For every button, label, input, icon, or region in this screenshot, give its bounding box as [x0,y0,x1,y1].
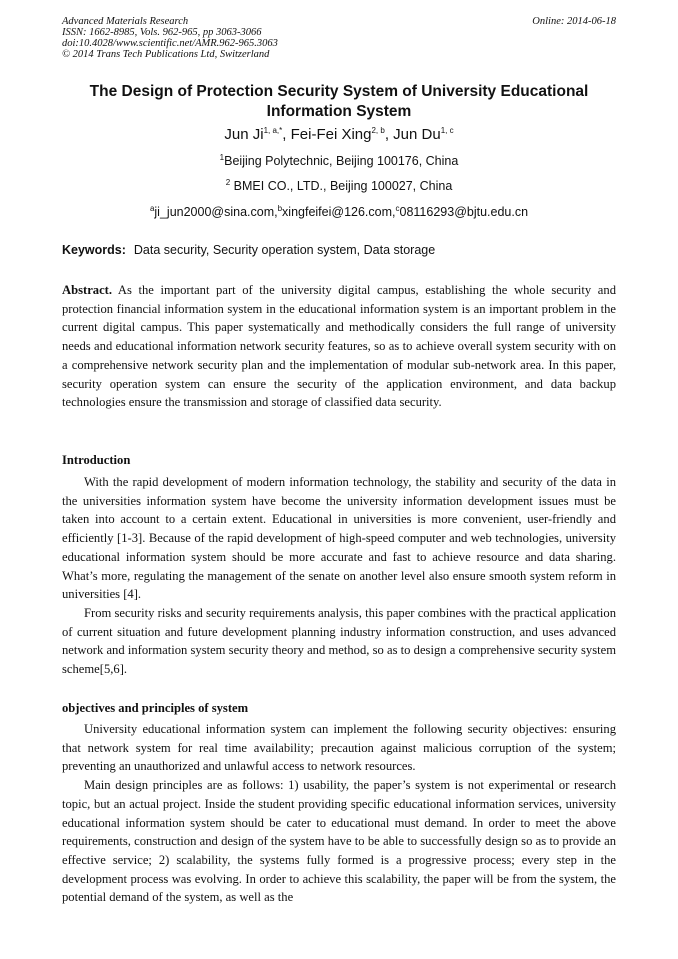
email-address[interactable]: 08116293@bjtu.edu.cn [399,205,529,219]
email-sup: a [149,203,155,213]
email-sup: c [395,203,400,213]
author-name: Jun Du [393,126,441,143]
author-sup: 1, c [440,126,454,135]
email-list: $^a$ji_jun2000@sina.com,$^b$xingfeifei@126.com,$^c$08116293@bjtu.edu.cn [149,203,529,219]
abstract [62,281,616,412]
paragraph: University educational information system can implement the following security objectives: ensuring that network system for real time availability; precaution against malicious corruption of the system; preventing an unauthorized and unlawful access to network resources. [62,722,616,774]
email-sup: b [277,203,283,213]
affiliation-1 [62,153,616,169]
section-heading-introduction: Introduction [62,453,131,467]
copyright-line: © 2014 Trans Tech Publications Ltd, Switzerland [62,49,270,60]
author-list: Jun $Ji^{1, a,*}$, Fei-Fei Xing$^{2, b}$, Jun Du$^{1, c}$ [224,126,454,143]
issn-line: ISSN: 1662-8985, Vols. 962-965, pp 3063-3066 [62,27,262,38]
author-name: Jun Ji [224,126,264,143]
doi-line: doi:10.4028/www.scientific.net/AMR.962-965.3063 [62,38,278,49]
author-sup: 1, a,* [263,126,283,135]
affiliation-text: BMEI CO., LTD., Beijing 100027, China [233,179,453,193]
paper-title: The Design of Protection Security System of University Educational Information System [89,83,589,120]
affiliation-sup: 1 [219,152,225,162]
introduction-section [62,473,616,679]
email-address[interactable]: ji_jun2000@sina.com [154,205,275,219]
abstract-text: As the important part of the university digital campus, establishing the whole security and protection financial information system in the educational information system is an important problem in the current digital campus. This paper systematically and methodically considers the full range of university needs and educational information network security features, so as to achieve overall system security with on a comprehensive network security plan and the implementation of modular sub-network area. In this paper, security operation system can ensure the security of the application environment, and data backup technologies ensure the transmission and storage of classified data security. [62,283,616,410]
keywords-label: Keywords: [62,243,126,257]
journal-name: Advanced Materials Research [62,16,189,27]
email-address[interactable]: xingfeifei@126.com [282,205,393,219]
paragraph: From security risks and security requirements analysis, this paper combines with the practical application of current situation and future development planning industry information construction, and uses advanced network and information system security theory and method, so as to design a comprehensive security system scheme[5,6]. [62,605,616,677]
section-heading-objectives: objectives and principles of system [62,701,249,715]
affiliation-text: Beijing Polytechnic, Beijing 100176, China [224,154,459,168]
author-name: Fei-Fei Xing [290,126,372,143]
objectives-section [62,720,616,907]
online-date: Online: 2014-06-18 [532,16,616,27]
paragraph: With the rapid development of modern information technology, the stability and security of the data in the universities information system have become the university information development issues must be taken into account to a certain extent. Educational in universities is more convenient, user-friendly and efficiently [1-3]. Because of the rapid development of high-speed computer and web technologies, university educational information system should be more accurate and fast to achieve resource and data sharing. What’s more, regulating the management of the senate on another level also ensure smooth system reform in universities [4]. [62,475,616,602]
affiliation-2 [62,178,616,194]
journal-header [62,16,616,60]
abstract-label: Abstract. [62,283,113,297]
affiliation-sup: 2 [225,177,231,187]
author-sup: 2, b [371,126,385,135]
keywords [62,242,616,258]
paragraph: Main design principles are as follows: 1) usability, the paper’s system is not experimental or research topic, but an actual project. Inside the student providing specific educational information services, university educational information system should be cater to educational must demand. In order to meet the above requirements, construction and design of the system have to be able to successfully design so as to provide an effective service; 2) scalability, the systems fully formed is a progressive process; every step in the development process was evolving. In order to achieve this scalability, the paper will be from the system, the potential demand of the system, as well as the [62,778,616,905]
keywords-value: Data security, Security operation system, Data storage [133,243,436,257]
